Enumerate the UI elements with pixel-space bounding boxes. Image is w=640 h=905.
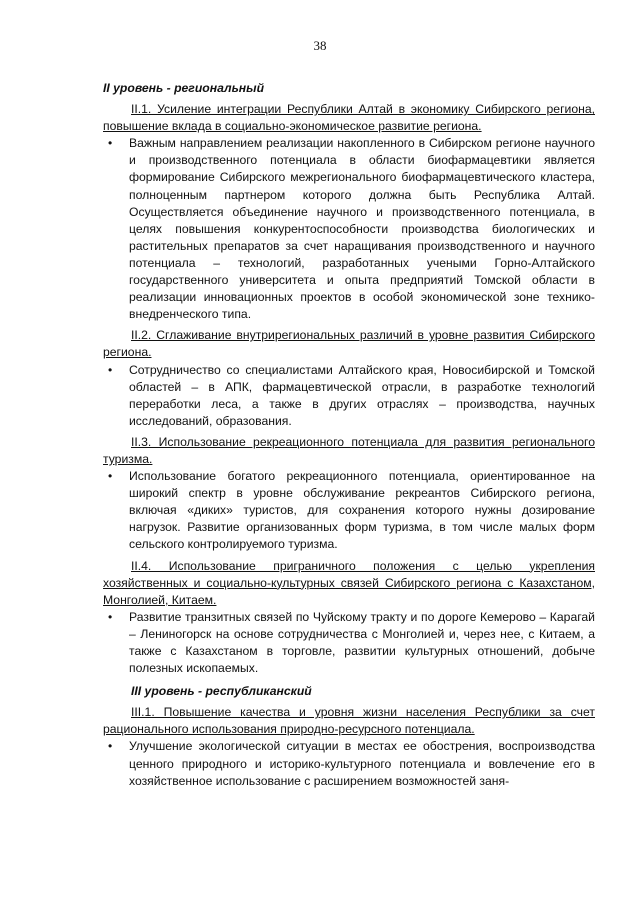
task-heading-2-1: II.1. Усиление интеграции Республики Алтай в экономику Сибирского региона, повышение вклада в социально-экономическое развитие региона. bbox=[103, 102, 595, 134]
bullet-text: Сотрудничество со специалистами Алтайского края, Новосибирской и Томской областей – в АПК, фармацевтической отрасли, в разработке технологий переработки леса, а также в других отраслях – производства, научных исследований, образования. bbox=[129, 362, 595, 428]
bullet-item bbox=[103, 362, 595, 430]
bullet-list bbox=[103, 362, 595, 430]
bullet-text: Развитие транзитных связей по Чуйскому тракту и по дороге Кемерово – Карагай – Лениногорск на основе сотрудничества с Монголией и, через нее, с Китаем, а также с Казахстаном в торговле, развитии культурных отношений, добыче полезных ископаемых. bbox=[129, 609, 595, 676]
page-content bbox=[103, 80, 595, 794]
bullet-text: Использование богатого рекреационного потенциала, ориентированное на широкий спектр в уровне обслуживание рекреантов Сибирского региона, включая «диких» туристов, для сохранения которого нужны дозирование нагрузок. Развитие организованных форм туризма, в том числе малых форм сельского контролируемого туризма. bbox=[129, 469, 595, 552]
bullet-icon: • bbox=[108, 609, 113, 624]
task-heading-2-3: II.3. Использование рекреационного потенциала для развития регионального туризма. bbox=[103, 434, 595, 466]
bullet-text: Важным направлением реализации накопленного в Сибирском регионе научного и производственного потенциала в области биофармацевтики является формирование Сибирского межрегионального биофармацевтического кластера, полноценным партнером которого должна быть Республика Алтай. Осуществляется объединение научного и производственного потенциала, в целях повышения конкурентоспособности производства биологических и растительных препаратов за счет наращивания производственного и научного потенциала – технологий, разработанных учеными Горно-Алтайского государственного университета и опыта предприятий Томской области в реализации инновационных проектов в особой экономической зоне технико-внедренческого типа. bbox=[129, 136, 595, 322]
task-heading-2-2: II.2. Сглаживание внутрирегиональных различий в уровне развития Сибирского региона. bbox=[103, 328, 595, 360]
bullet-icon: • bbox=[108, 136, 113, 151]
bullet-item bbox=[103, 609, 595, 677]
bullet-item bbox=[103, 738, 595, 789]
bullet-icon: • bbox=[108, 469, 113, 484]
task-heading-3-1: III.1. Повышение качества и уровня жизни населения Республики за счет рационального использования природно-ресурсного потенциала. bbox=[103, 705, 595, 737]
bullet-icon: • bbox=[108, 362, 113, 377]
task-heading-2-4: II.4. Использование приграничного положения с целью укрепления хозяйственных и социально-культурных связей Сибирского региона с Казахстаном, Монголией, Китаем. bbox=[103, 558, 595, 607]
page-number: 38 bbox=[313, 38, 327, 53]
level-3-heading: III уровень - республиканский bbox=[131, 684, 312, 699]
bullet-text: Улучшение экологической ситуации в местах ее обострения, воспроизводства ценного природного и историко-культурного потенциала и вовлечение его в хозяйственное использование с расширением возможностей заня- bbox=[129, 739, 595, 788]
bullet-item bbox=[103, 135, 595, 323]
bullet-list bbox=[103, 609, 595, 677]
level-2-heading: II уровень - региональный bbox=[103, 81, 265, 95]
bullet-item bbox=[103, 468, 595, 553]
bullet-list bbox=[103, 738, 595, 789]
bullet-list bbox=[103, 468, 595, 553]
bullet-icon: • bbox=[108, 739, 113, 754]
bullet-list bbox=[103, 135, 595, 323]
